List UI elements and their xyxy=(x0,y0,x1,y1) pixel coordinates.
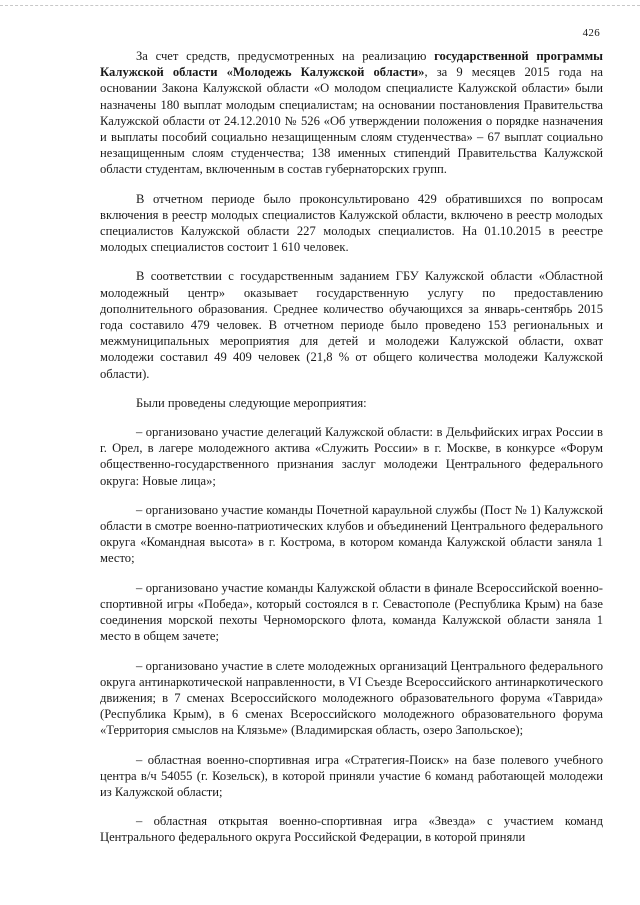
list-item-zvezda-game: – областная открытая военно-спортивная игра «Звезда» с участием команд Центрального федерального округа Российской Федерации, в которой приняли xyxy=(100,814,603,845)
program-title: государственной программы Калужской области «Молодежь Калужской области» xyxy=(100,49,603,80)
scan-edge-line xyxy=(0,5,640,7)
paragraph-consultations: В отчетном периоде было проконсультировано 429 обратившихся по вопросам включения в реестр молодых специалистов Калужской области, включено в реестр молодых специалистов Калужской области 227 молодых специалистов. На 01.10.2015 в реестре молодых специалистов состоит 1 610 человек. xyxy=(100,191,603,255)
paragraph-suffix: , за 9 месяцев 2015 года на основании Закона Калужской области «О молодом специалисте Калужской области» были назначены 180 выплат молодым специалистам; на основании постановления Правительства Калужской области от 24.12.2010 № 526 «Об утверждении положения о порядке назначения и выплаты пособий социально незащищенным слоям студенчества» – 67 выплат социально незащищенным слоям студенчества; 138 именных стипендий Правительства Калужской области студентам, включенным в состав губернаторских групп. xyxy=(100,65,603,177)
list-item-pobeda-game: – организовано участие команды Калужской области в финале Всероссийской военно-спортивной игры «Победа», который состоялся в г. Севастополе (Республика Крым) на базе соединения морской пехоты Черноморского флота, команда Калужской области заняла 1 место в общем зачете; xyxy=(100,580,603,644)
paragraph-events-intro: Были проведены следующие мероприятия: xyxy=(136,395,367,410)
paragraph-youth-center: В соответствии с государственным заданием ГБУ Калужской области «Областной молодежный центр» оказывает государственную услугу по предоставлению дополнительного образования. Среднее количество обучающихся за январь-сентябрь 2015 года составило 479 человек. В отчетном периоде было проведено 153 региональных и межмуниципальных мероприятия для детей и молодежи Калужской области, охват молодежи составил 49 409 человек (21,8 % от общего количества молодежи Калужской области). xyxy=(100,269,603,381)
paragraph-state-program xyxy=(100,48,603,178)
paragraph-prefix: За счет средств, предусмотренных на реализацию xyxy=(136,49,435,63)
list-item-antidrug-forums: – организовано участие в слете молодежных организаций Центрального федерального округа антинаркотической направленности, в VI Съезде Всероссийского антинаркотического движения; в 7 сменах Всероссийского молодежного образовательного форума «Таврида» (Республика Крым), в 6 сменах Всероссийского молодежного образовательного форума «Территория смыслов на Клязьме» (Владимирская область, озеро Запольское); xyxy=(100,658,603,738)
page-number: 426 xyxy=(582,27,600,39)
document-body xyxy=(100,48,603,846)
list-item-strategy-search: – областная военно-спортивная игра «Стратегия-Поиск» на базе полевого учебного центра в/ч 54055 (г. Козельск), в которой приняли участие 6 команд работающей молодежи из Калужской области; xyxy=(100,752,603,799)
list-item-honor-guard: – организовано участие команды Почетной караульной службы (Пост № 1) Калужской области в смотре военно-патриотических клубов и объединений Центрального федерального округа «Командная высота» в г. Кострома, в котором команда Калужской области заняла 1 место; xyxy=(100,502,603,566)
list-item-delegations: – организовано участие делегаций Калужской области: в Дельфийских играх России в г. Орел, в лагере молодежного актива «Служить России» в г. Москве, в конкурсе «Форум общественно-государственного признания заслуг молодежи Центрального федерального округа: Новые лица»; xyxy=(100,425,603,488)
